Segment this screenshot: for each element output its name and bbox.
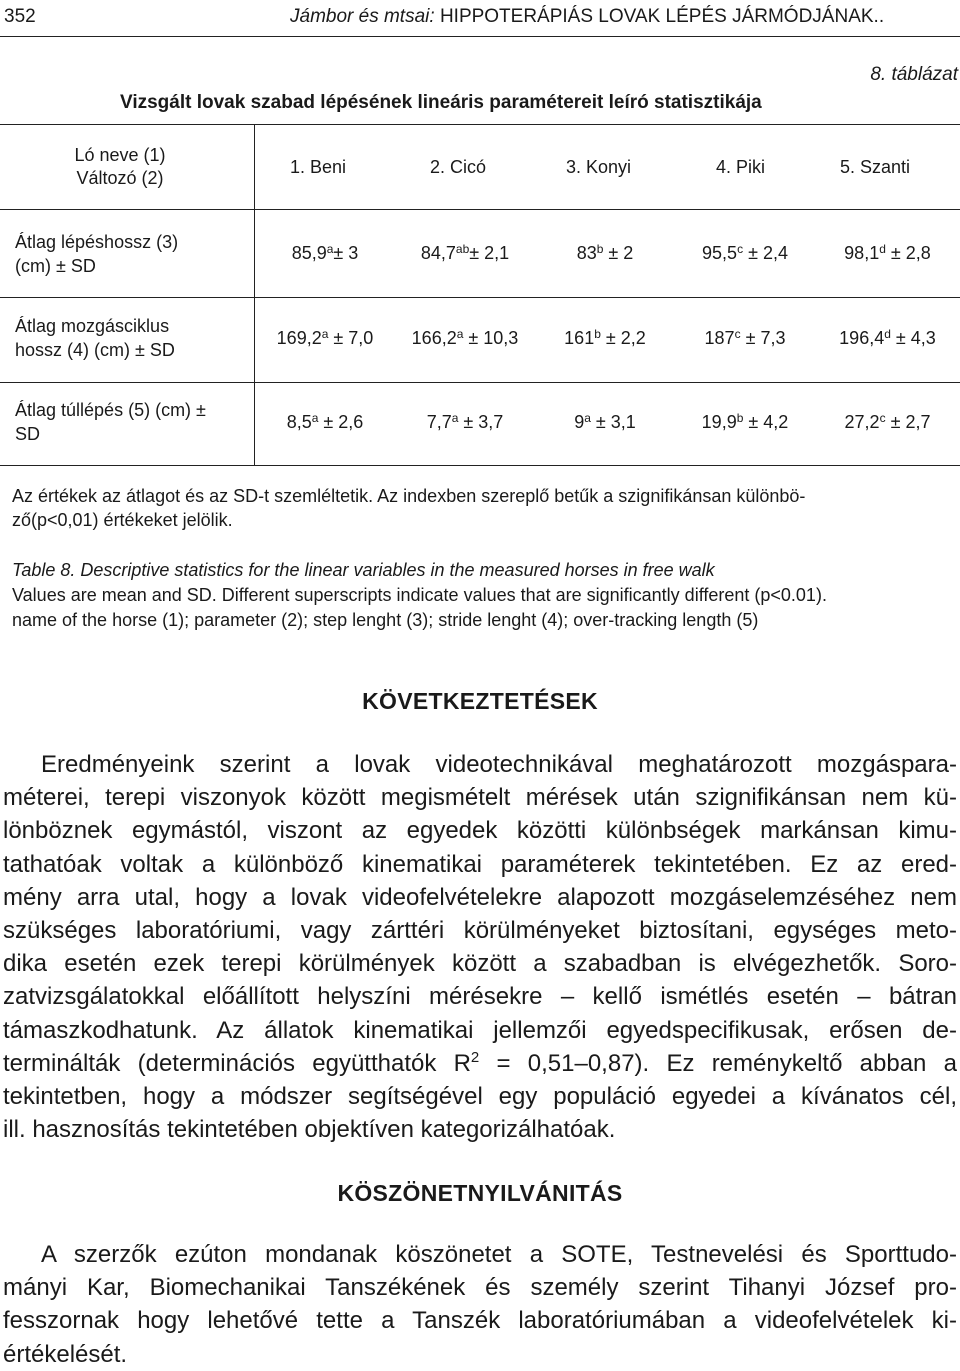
paragraph-line: terminálták (determinációs együtthatók $R^2 = 0,51-0,87$). Ez reménykeltő abban a xyxy=(3,1048,957,1077)
table-cell: $187^c \pm 7,3$ xyxy=(704,327,786,348)
page-number: 352 xyxy=(4,6,36,27)
table-cell: 166,2$^a$ ± 10,3 xyxy=(411,327,519,348)
row-label-line: Átlag túllépés (5) (cm) ± xyxy=(15,400,206,420)
row-label-line: hossz (4) (cm) ± SD xyxy=(15,340,175,360)
stats-table xyxy=(0,124,960,466)
row-label-line: SD xyxy=(15,424,41,444)
table-cell: 8,5$^a$ ± 2,6 xyxy=(286,411,364,432)
paragraph-line: szükséges laboratóriumi, vagy zárttéri körülményeket biztosítani, egységes meto- xyxy=(3,916,957,944)
row-label-line: Átlag mozgásciklus xyxy=(15,316,170,336)
horse-name-header: 2. Cicó xyxy=(430,157,487,177)
table-cell: $161^b \pm 2,2$ xyxy=(564,327,646,348)
table-cell: 85,9$^a$± 3 xyxy=(291,242,359,263)
paragraph-line: méterei, terepi viszonyok között megismételt mérések után szignifikánsan nem kü- xyxy=(3,784,957,812)
horse-name-header: 3. Konyi xyxy=(566,157,632,177)
horse-name-header: 5. Szanti xyxy=(840,157,911,177)
table-cell: 98,1$^d$ ± 2,8 xyxy=(844,242,931,263)
table-rule-row3 xyxy=(0,382,960,383)
paragraph-line: ill. hasznosítás tekintetében objektíven kategorizálhatóak. xyxy=(3,1116,616,1144)
header-left-label xyxy=(0,144,240,190)
row-label xyxy=(15,314,250,362)
table-cell: $9^a \pm 3,1$ xyxy=(574,411,636,432)
table-cell: 84,7$^{ab}$± 2,1 xyxy=(420,242,510,263)
table-cell: 196,4$^d$ ± 4,3 xyxy=(839,327,936,348)
row-label xyxy=(15,398,250,446)
table-rule-row2 xyxy=(0,297,960,298)
horse-name-header: 4. Piki xyxy=(716,157,766,177)
table-title: Vizsgált lovak szabad lépésének lineáris paramétereit leíró statisztikája xyxy=(120,92,762,113)
row-label-line: Átlag lépéshossz (3) xyxy=(15,232,179,252)
table-cell: 95,5$^c$ ± 2,4 xyxy=(702,242,788,263)
running-head xyxy=(290,6,884,28)
paragraph-line: fesszornak hogy lehetővé tette a Tanszék laboratóriumában a videofelvételek ki- xyxy=(3,1307,957,1335)
paragraph-line: lönböznek egymástól, viszont az egyedek közötti különbségek markánsan kimu- xyxy=(3,817,957,845)
table-rule-bottom xyxy=(0,465,960,466)
running-head-authors: Jámbor és mtsai: xyxy=(290,6,440,27)
paragraph-line: mény arra utal, hogy a lovak videofelvételekre alapozott mozgáselemzéséhez nem xyxy=(3,883,957,911)
paragraph-line: zatvizsgálatokkal előállított helyszíni mérésekre – kellő ismétlés esetén – bátran xyxy=(3,983,957,1011)
table-note-en-line2: Values are mean and SD. Different superscripts indicate values that are significantly different (p<0.01). xyxy=(12,585,827,605)
row-label xyxy=(15,230,250,278)
header-horse-name-label: Ló neve (1) xyxy=(74,145,166,165)
table-number: 8. táblázat xyxy=(870,64,958,85)
table-cell: $83^b \pm 2$ xyxy=(576,242,634,263)
table-note-hu-line1: Az értékek az átlagot és az SD-t szemléltetik. Az indexben szereplő betűk a szignifikánsan különbö- xyxy=(12,486,806,506)
acknowledgements-heading: KÖSZÖNETNYILVÁNITÁS xyxy=(337,1180,623,1206)
conclusions-paragraph xyxy=(3,748,957,1146)
conclusions-heading: KÖVETKEZTETÉSEK xyxy=(362,688,598,714)
table-cell: 27,2$^c$ ± 2,7 xyxy=(844,411,931,432)
running-head-title: HIPPOTERÁPIÁS LOVAK LÉPÉS JÁRMÓDJÁNAK.. xyxy=(439,6,885,27)
table-note-en-line3: name of the horse (1); parameter (2); step lenght (3); stride lenght (4); over-tracking length (5) xyxy=(12,610,759,630)
paragraph-line: Eredményeink szerint a lovak videotechnikával meghatározott mozgáspara- xyxy=(41,751,957,778)
acknowledgements-paragraph xyxy=(3,1238,957,1371)
table-rule-row1 xyxy=(0,209,960,210)
row-label-line: (cm) ± SD xyxy=(15,256,96,276)
table-cell: 19,9$^b$ ± 4,2 xyxy=(701,411,789,432)
paragraph-line: tathatóak voltak a különböző kinematikai paraméterek tekintetében. Ez az ered- xyxy=(3,850,957,878)
table-cell: 7,7$^a$ ± 3,7 xyxy=(426,411,504,432)
header-rule xyxy=(0,36,960,37)
table-rule-top xyxy=(0,124,960,125)
paragraph-line: mányi Kar, Biomechanikai Tanszékének és személy szerint Tihanyi József pro- xyxy=(3,1274,957,1302)
paragraph-line: támaszkodhatunk. Az állatok kinematikai jellemzői egyedspecifikusak, erősen de- xyxy=(3,1016,957,1044)
paragraph-line: dika esetén ezek terepi körülmények között a szabadban is elvégezhetők. Soro- xyxy=(3,950,957,978)
paragraph-line: tekintetben, hogy a módszer segítségével egy populáció egyedei a kívánatos cél, xyxy=(3,1082,957,1110)
table-note-hu-line2: ző(p<0,01) értékeket jelölik. xyxy=(12,510,233,530)
paragraph-line: értékelését. xyxy=(3,1340,128,1368)
table-caption-en: Table 8. Descriptive statistics for the linear variables in the measured horses in free walk xyxy=(12,560,715,580)
table-cell: 169,2$^a$ ± 7,0 xyxy=(276,327,374,348)
header-variable-label: Változó (2) xyxy=(76,168,164,188)
horse-name-header: 1. Beni xyxy=(290,157,347,177)
paragraph-line: A szerzők ezúton mondanak köszönetet a SOTE, Testnevelési és Sporttudo- xyxy=(41,1241,957,1268)
